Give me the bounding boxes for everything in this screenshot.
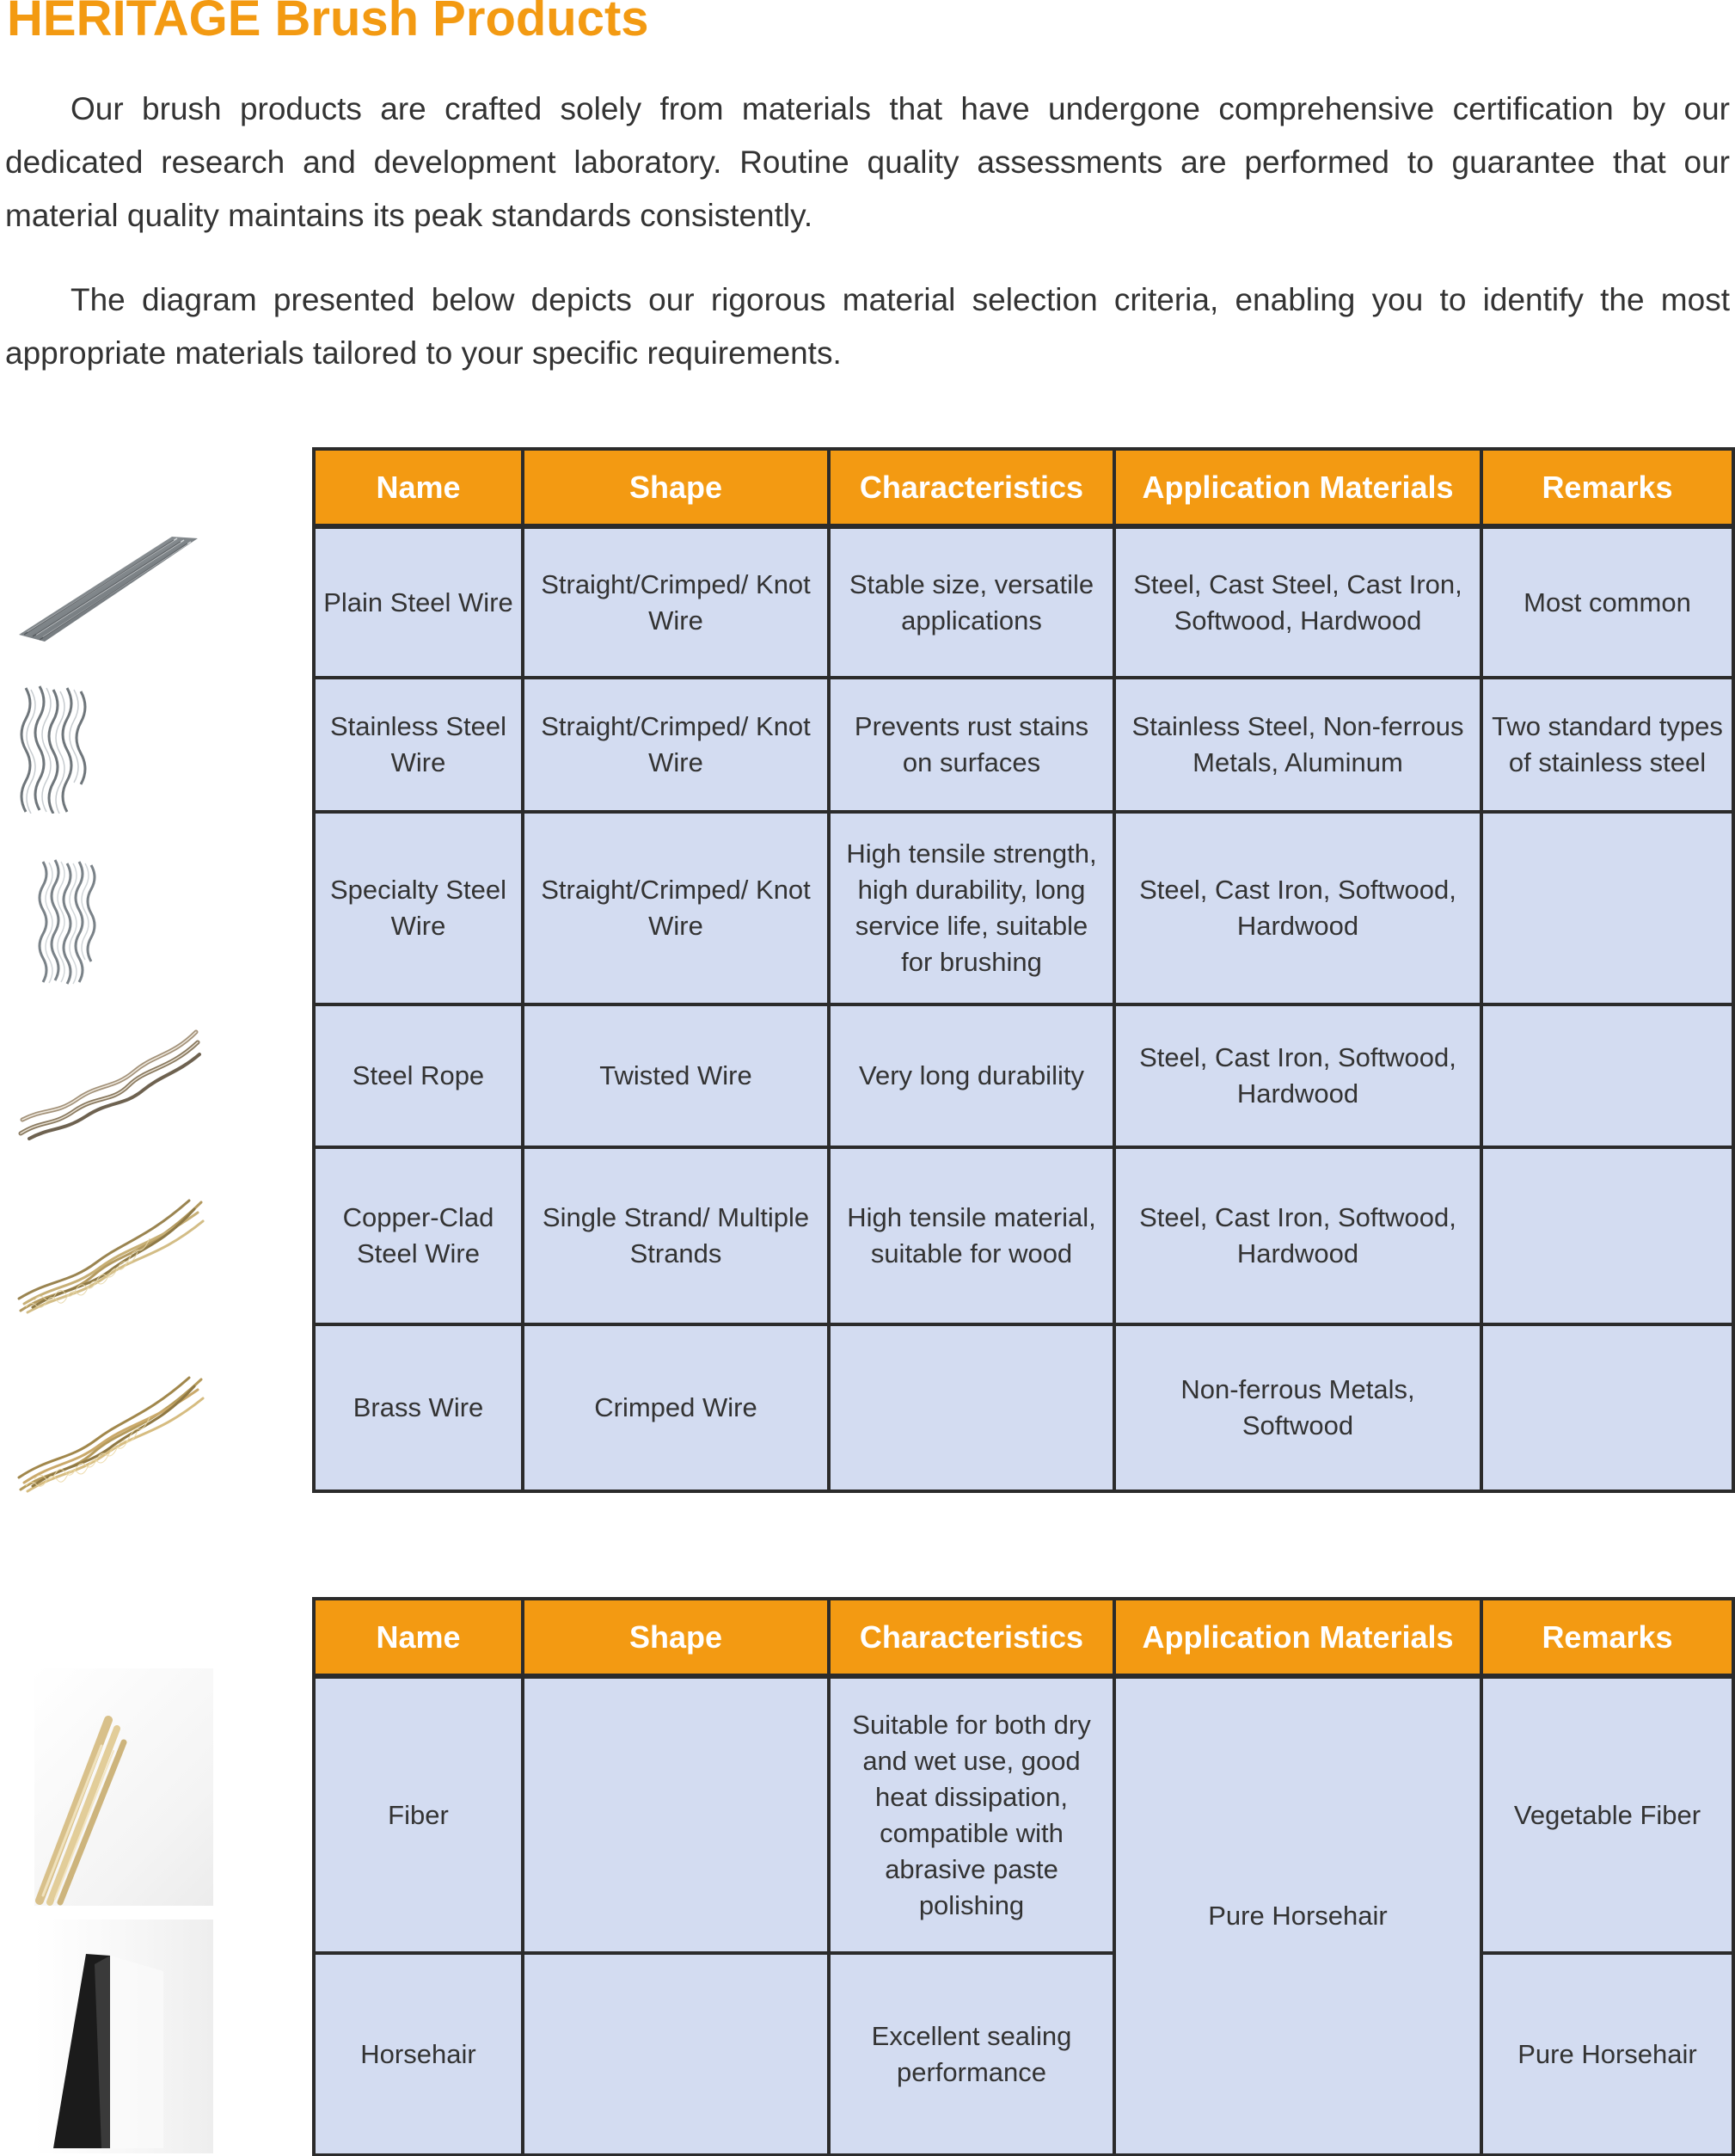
header-name: Name bbox=[314, 1599, 523, 1676]
table-row bbox=[314, 1953, 1733, 2155]
table-row bbox=[314, 1324, 1733, 1491]
cell-remarks bbox=[1481, 1004, 1733, 1147]
cell-shape: Single Strand/ Multiple Strands bbox=[523, 1147, 829, 1324]
plain-steel-wire-image bbox=[17, 533, 198, 645]
table-row bbox=[314, 1004, 1733, 1147]
page-title: HERITAGE Brush Products bbox=[7, 0, 649, 46]
table-row bbox=[314, 1147, 1733, 1324]
header-name: Name bbox=[314, 449, 523, 526]
metal-wire-table bbox=[312, 447, 1735, 1493]
fiber-image bbox=[34, 1668, 213, 1906]
table-row bbox=[314, 1676, 1733, 1953]
cell-remarks bbox=[1481, 1147, 1733, 1324]
stainless-steel-wire-image bbox=[19, 685, 113, 814]
header-remarks: Remarks bbox=[1481, 449, 1733, 526]
cell-shape bbox=[523, 1676, 829, 1953]
intro-paragraph-2: The diagram presented below depicts our rigorous material selection criteria, enabling you to identify the most appropriate materials tailored to your specific requirements. bbox=[5, 282, 1730, 371]
cell-shape: Straight/Crimped/ Knot Wire bbox=[523, 812, 829, 1004]
cell-shape: Straight/Crimped/ Knot Wire bbox=[523, 526, 829, 678]
cell-characteristics: Excellent sealing performance bbox=[829, 1953, 1114, 2155]
cell-characteristics bbox=[829, 1324, 1114, 1491]
cell-application: Steel, Cast Steel, Cast Iron, Softwood, Hardwood bbox=[1114, 526, 1481, 678]
table-row bbox=[314, 678, 1733, 812]
cell-shape: Straight/Crimped/ Knot Wire bbox=[523, 678, 829, 812]
cell-characteristics: Suitable for both dry and wet use, good heat dissipation, compatible with abrasive paste polishing bbox=[829, 1676, 1114, 1953]
cell-application: Steel, Cast Iron, Softwood, Hardwood bbox=[1114, 1147, 1481, 1324]
table-header-row bbox=[314, 449, 1733, 526]
cell-name: Fiber bbox=[314, 1676, 523, 1953]
cell-characteristics: Prevents rust stains on surfaces bbox=[829, 678, 1114, 812]
cell-remarks: Vegetable Fiber bbox=[1481, 1676, 1733, 1953]
header-remarks: Remarks bbox=[1481, 1599, 1733, 1676]
header-shape: Shape bbox=[523, 449, 829, 526]
table-row bbox=[314, 526, 1733, 678]
cell-characteristics: High tensile strength, high durability, long service life, suitable for brushing bbox=[829, 812, 1114, 1004]
specialty-steel-wire-image bbox=[38, 858, 115, 987]
cell-name: Copper-Clad Steel Wire bbox=[314, 1147, 523, 1324]
copper-clad-steel-wire-image bbox=[17, 1195, 205, 1316]
cell-name: Specialty Steel Wire bbox=[314, 812, 523, 1004]
header-characteristics: Characteristics bbox=[829, 449, 1114, 526]
cell-name: Stainless Steel Wire bbox=[314, 678, 523, 812]
header-application-materials: Application Materials bbox=[1114, 1599, 1481, 1676]
cell-name: Horsehair bbox=[314, 1953, 523, 2155]
cell-shape: Twisted Wire bbox=[523, 1004, 829, 1147]
cell-characteristics: Stable size, versatile applications bbox=[829, 526, 1114, 678]
cell-shape bbox=[523, 1953, 829, 2155]
cell-application: Pure Horsehair bbox=[1114, 1676, 1481, 2155]
cell-remarks: Pure Horsehair bbox=[1481, 1953, 1733, 2155]
header-characteristics: Characteristics bbox=[829, 1599, 1114, 1676]
cell-name: Steel Rope bbox=[314, 1004, 523, 1147]
natural-material-table bbox=[312, 1597, 1735, 2156]
cell-application: Stainless Steel, Non-ferrous Metals, Aluminum bbox=[1114, 678, 1481, 812]
cell-shape: Crimped Wire bbox=[523, 1324, 829, 1491]
header-application-materials: Application Materials bbox=[1114, 449, 1481, 526]
cell-remarks: Most common bbox=[1481, 526, 1733, 678]
cell-remarks bbox=[1481, 1324, 1733, 1491]
cell-remarks bbox=[1481, 812, 1733, 1004]
steel-rope-image bbox=[17, 1025, 201, 1142]
cell-name: Plain Steel Wire bbox=[314, 526, 523, 678]
brass-wire-image bbox=[17, 1371, 205, 1495]
table-header-row bbox=[314, 1599, 1733, 1676]
horsehair-image bbox=[34, 1920, 213, 2153]
cell-application: Steel, Cast Iron, Softwood, Hardwood bbox=[1114, 1004, 1481, 1147]
table-row bbox=[314, 812, 1733, 1004]
intro-paragraph-1: Our brush products are crafted solely from materials that have undergone comprehensive certification by our dedicated research and development laboratory. Routine quality assessments are performed to guarantee that our material quality maintains its peak standards consistently. bbox=[5, 91, 1730, 233]
cell-name: Brass Wire bbox=[314, 1324, 523, 1491]
header-shape: Shape bbox=[523, 1599, 829, 1676]
cell-application: Non-ferrous Metals, Softwood bbox=[1114, 1324, 1481, 1491]
cell-application: Steel, Cast Iron, Softwood, Hardwood bbox=[1114, 812, 1481, 1004]
cell-remarks: Two standard types of stainless steel bbox=[1481, 678, 1733, 812]
cell-characteristics: Very long durability bbox=[829, 1004, 1114, 1147]
cell-characteristics: High tensile material, suitable for wood bbox=[829, 1147, 1114, 1324]
